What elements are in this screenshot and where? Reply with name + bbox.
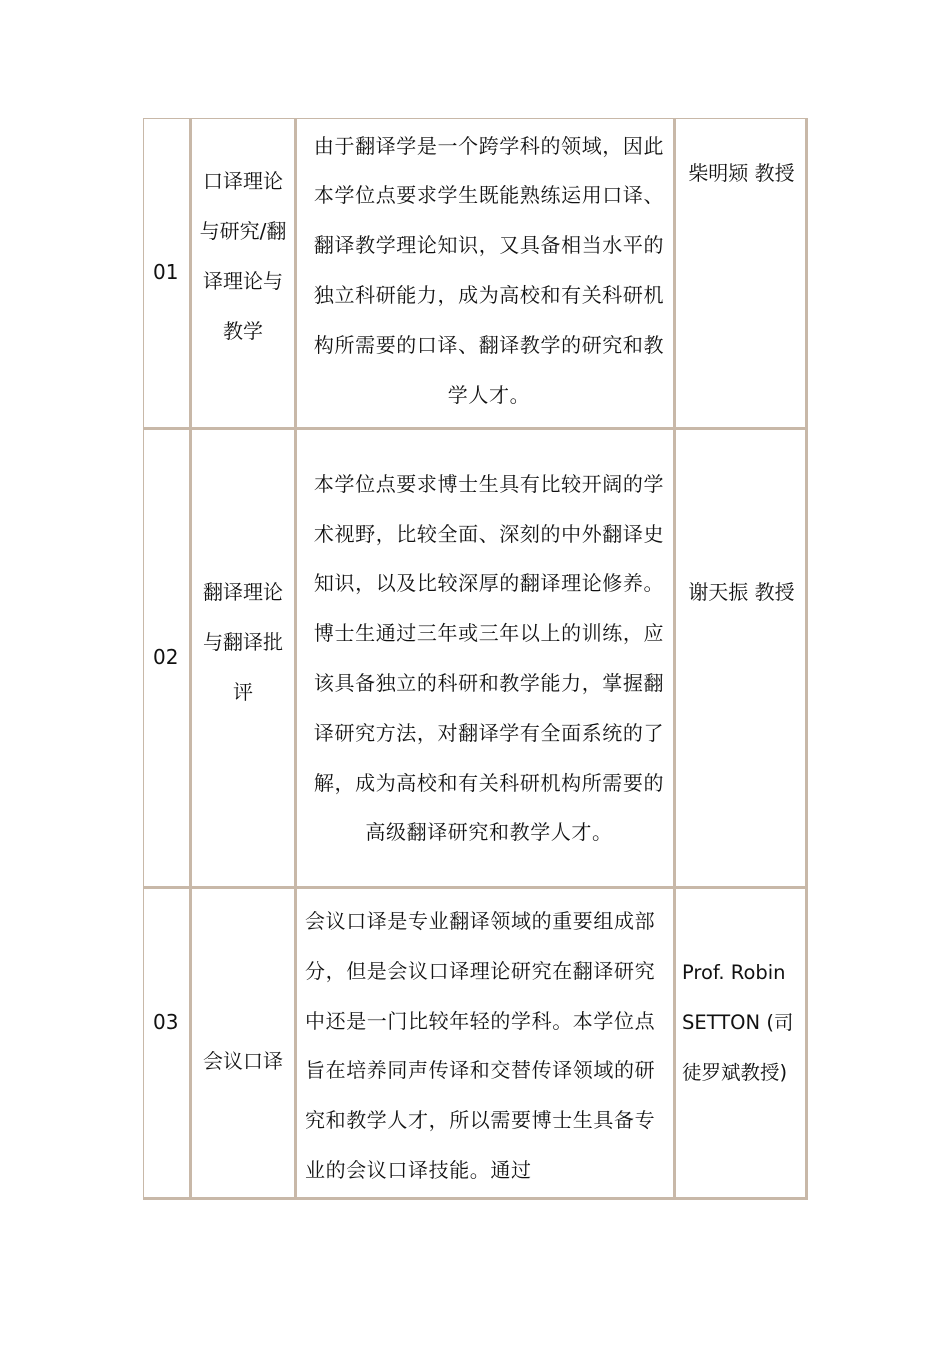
row-number-cell: [144, 119, 192, 430]
row-number-cell: [144, 889, 192, 1200]
tutor-name: 柴明颎 教授: [688, 161, 795, 185]
research-direction-cell: [192, 430, 297, 889]
tutor-cell: [676, 119, 808, 430]
table-row: [144, 430, 808, 889]
tutor-name: Prof. Robin SETTON (司徒罗斌教授): [682, 961, 794, 1084]
description-text: 本学位点要求博士生具有比较开阔的学术视野，比较全面、深刻的中外翻译史知识，以及比较深厚的翻译理论修养。博士生通过三年或三年以上的训练，应该具备独立的科研和教学能力，掌握翻译研究方法，对翻译学有全面系统的了解，成为高校和有关科研机构所需要的高级翻译研究和教学人才。: [313, 471, 665, 845]
row-number: 03: [153, 1010, 179, 1035]
research-direction-cell: [192, 119, 297, 430]
tutor-name: 谢天振 教授: [688, 580, 795, 604]
research-direction: 翻译理论与翻译批评: [203, 580, 283, 704]
tutor-cell: [676, 430, 808, 889]
description-text: 会议口译是专业翻译领域的重要组成部分，但是会议口译理论研究在翻译研究中还是一门比较年轻的学科。本学位点旨在培养同声传译和交替传译领域的研究和教学人才，所以需要博士生具备专业的会议口译技能。通过: [305, 909, 656, 1182]
description-cell: [297, 889, 676, 1200]
table-row: [144, 119, 808, 430]
description-text: 由于翻译学是一个跨学科的领域，因此本学位点要求学生既能熟练运用口译、翻译教学理论知识，又具备相当水平的独立科研能力，成为高校和有关科研机构所需要的口译、翻译教学的研究和教学人才。: [313, 133, 665, 407]
research-direction: 会议口译: [203, 1049, 283, 1074]
research-direction-cell: [192, 889, 297, 1200]
description-cell: [297, 119, 676, 430]
programme-table: [143, 118, 808, 1200]
row-number: 01: [153, 260, 179, 285]
row-number: 02: [153, 645, 179, 670]
research-direction: 口译理论与研究/翻译理论与教学: [199, 169, 287, 343]
row-number-cell: [144, 430, 192, 889]
description-cell: [297, 430, 676, 889]
table-row: [144, 889, 808, 1200]
tutor-cell: [676, 889, 808, 1200]
